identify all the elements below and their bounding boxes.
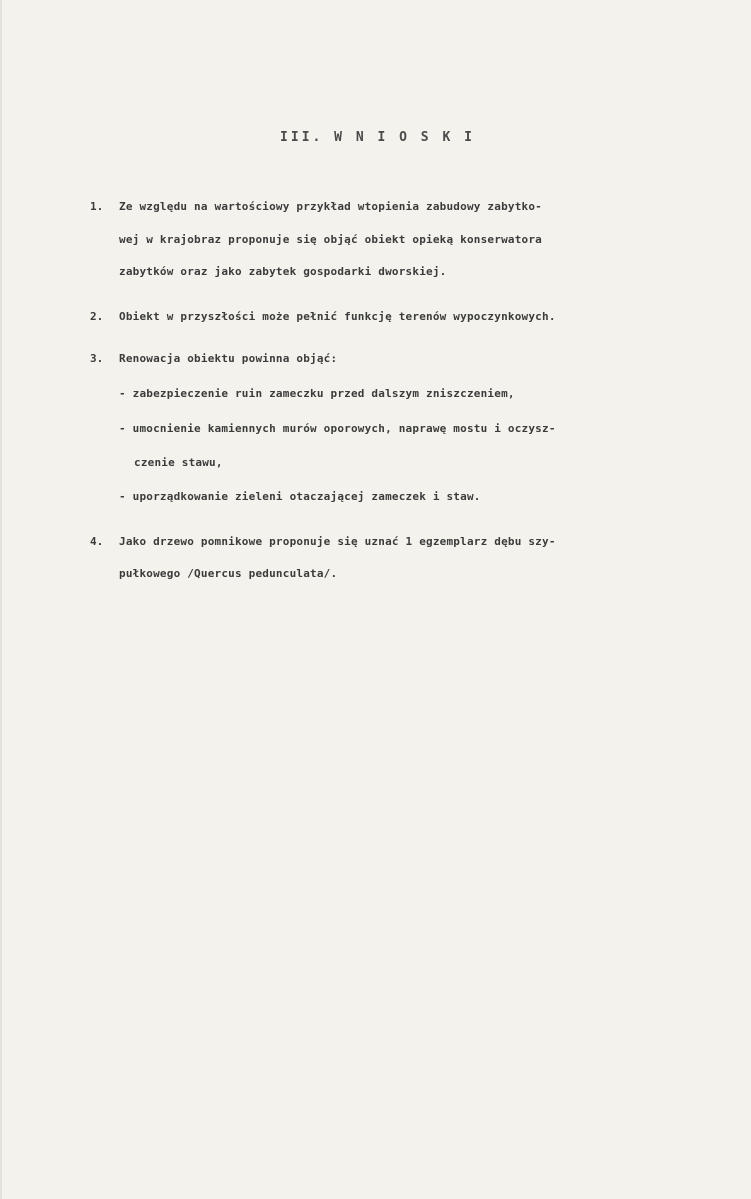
item-1-line-1: Ze względu na wartościowy przykład wtopienia zabudowy zabytko- — [119, 200, 542, 213]
item-1-number: 1. — [90, 200, 104, 213]
item-3-subitem-2-line-2: czenie stawu, — [134, 456, 223, 469]
item-1-line-2: wej w krajobraz proponuje się objąć obiekt opieką konserwatora — [119, 233, 542, 246]
item-3-line-1: Renowacja obiektu powinna objąć: — [119, 352, 338, 365]
item-4-line-1: Jako drzewo pomnikowe proponuje się uznać 1 egzemplarz dębu szy- — [119, 535, 556, 548]
item-2-line-1: Obiekt w przyszłości może pełnić funkcję terenów wypoczynkowych. — [119, 310, 556, 323]
item-2-number: 2. — [90, 310, 104, 323]
item-3-number: 3. — [90, 352, 104, 365]
item-3-subitem-1: - zabezpieczenie ruin zameczku przed dalszym zniszczeniem, — [119, 387, 515, 400]
item-4-number: 4. — [90, 535, 104, 548]
item-4-line-2: pułkowego /Quercus pedunculata/. — [119, 567, 338, 580]
item-1-line-3: zabytków oraz jako zabytek gospodarki dworskiej. — [119, 265, 447, 278]
item-3-subitem-3: - uporządkowanie zieleni otaczającej zameczek i staw. — [119, 490, 481, 503]
item-3-subitem-2-line-1: - umocnienie kamiennych murów oporowych, naprawę mostu i oczysz- — [119, 422, 556, 435]
section-heading: III. W N I O S K I — [280, 130, 475, 145]
